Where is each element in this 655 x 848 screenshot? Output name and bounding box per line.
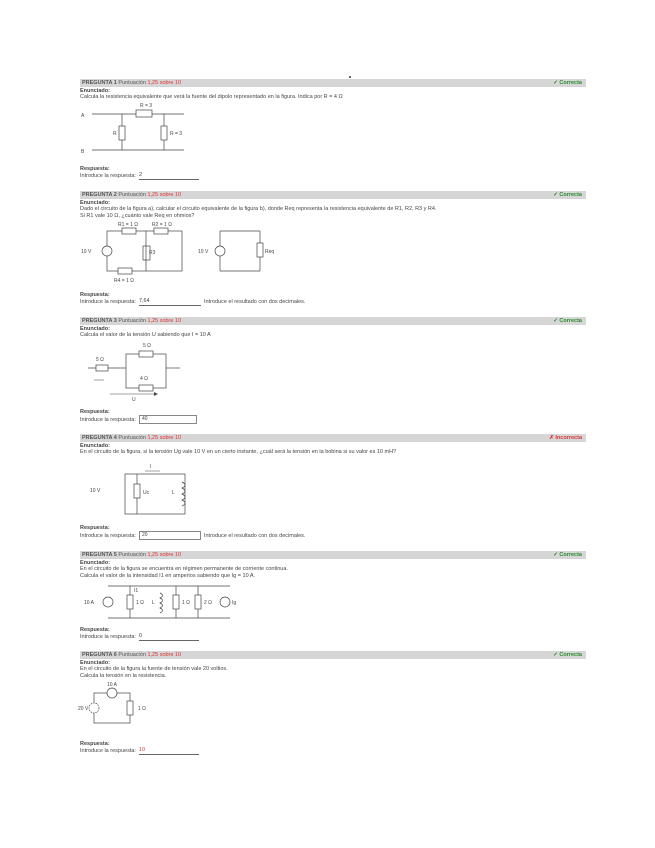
- answer-field[interactable]: 10: [139, 747, 199, 755]
- question-number: PREGUNTA 3: [82, 318, 117, 324]
- answer-row: [80, 172, 586, 180]
- score-value: 1,25: [147, 435, 159, 441]
- answer-prompt: Introduce la respuesta:: [80, 634, 136, 640]
- statement-label: Enunciado:: [80, 660, 110, 666]
- question-header: [80, 317, 586, 325]
- circuit-diagram-5: [80, 583, 240, 623]
- circuit-diagram-4: [80, 462, 200, 522]
- answer-block-5: [80, 626, 586, 641]
- label-r3: R3: [149, 250, 156, 256]
- answer-field[interactable]: 7,64: [139, 298, 201, 306]
- label-source: 10 V: [90, 488, 101, 494]
- question-6: [80, 651, 586, 680]
- score-value: 1,25: [147, 80, 159, 86]
- statement-text: En el circuito de la figura, si la tensión Ug vale 10 V en un cierto instante, ¿cuál será la tensión en la bobina si su valor es 10 mH?: [80, 449, 397, 455]
- label-top: R = 3: [140, 103, 153, 109]
- question-header: [80, 651, 586, 659]
- label-u: U: [132, 397, 136, 403]
- answer-prompt: Introduce la respuesta:: [80, 416, 136, 423]
- answer-block-1: [80, 165, 586, 180]
- label-r1: 1 Ω: [136, 600, 144, 606]
- label-ig: Ig: [232, 600, 237, 606]
- circuit-diagram-3: [80, 342, 190, 402]
- statement-text: En el circuito de la figura se encuentra en régimen permanente de corriente continua.: [80, 566, 288, 572]
- answer-field[interactable]: 40: [139, 415, 197, 424]
- status-badge: ✓ Correcta: [553, 552, 582, 558]
- statement-label: Enunciado:: [80, 443, 110, 449]
- label-mid: R: [113, 131, 117, 137]
- statement-label: Enunciado:: [80, 560, 110, 566]
- question-number: PREGUNTA 4: [82, 435, 117, 441]
- statement-label: Enunciado:: [80, 88, 110, 94]
- statement-label: Enunciado:: [80, 326, 110, 332]
- label-v: 20 V: [78, 706, 89, 712]
- page-mark: [349, 76, 351, 78]
- answer-row: [80, 531, 586, 540]
- answer-block-2: [80, 291, 586, 306]
- statement-text: En el circuito de la figura la fuente de tensión vale 20 voltios.: [80, 666, 228, 672]
- score-value: 1,25: [147, 552, 159, 558]
- terminal-a: A: [81, 113, 85, 119]
- answer-prompt: Introduce la respuesta:: [80, 532, 136, 539]
- question-2: [80, 191, 586, 220]
- answer-label: Respuesta:: [80, 166, 110, 172]
- circuit-diagram-1: [80, 100, 200, 160]
- answer-row: [80, 298, 586, 306]
- question-header: [80, 551, 586, 559]
- question-number: PREGUNTA 2: [82, 192, 117, 198]
- statement-text-2: Calcula el valor de la intensidad I1 en amperios sabiendo que Ig = 10 A.: [80, 573, 256, 579]
- label-top: 5 Ω: [143, 343, 151, 349]
- score-label: Puntuación: [118, 435, 146, 441]
- score-value: 1,25: [147, 652, 159, 658]
- question-number: PREGUNTA 6: [82, 652, 117, 658]
- answer-label: Respuesta:: [80, 741, 110, 747]
- label-source-b: 10 V: [198, 249, 209, 255]
- answer-block-4: [80, 524, 586, 540]
- statement-text: Calcula la resistencia equivalente que verá la fuente del dipolo representado en la figura. Indica por R = 4 Ω: [80, 94, 343, 100]
- label-i1: I1: [134, 588, 139, 594]
- status-badge: ✗ Incorrecta: [549, 435, 582, 441]
- status-badge: ✓ Correcta: [553, 318, 582, 324]
- label-r: 1 Ω: [138, 706, 146, 712]
- answer-row: [80, 633, 586, 641]
- answer-hint: Introduce el resultado con dos decimales.: [203, 299, 306, 305]
- answer-hint: Introduce el resultado con dos decimales.: [203, 532, 306, 539]
- label-source: 10 A: [107, 682, 118, 688]
- label-r2: R2 = 1 Ω: [152, 222, 172, 228]
- score-of: sobre 10: [159, 318, 182, 324]
- question-header: [80, 191, 586, 199]
- label-left: 5 Ω: [96, 357, 104, 363]
- score-of: sobre 10: [159, 652, 182, 658]
- question-number: PREGUNTA 1: [82, 80, 117, 86]
- score-label: Puntuación: [118, 318, 146, 324]
- statement-text-2: Si R1 vale 10 Ω, ¿cuánto vale Req en ohmios?: [80, 213, 195, 219]
- statement-text: Dado el circuito de la figura a), calcular el circuito equivalente de la figura b), donde Req representa la resistencia equivalente de R1, R2, R3 y R4.: [80, 206, 437, 212]
- answer-field[interactable]: 20: [139, 531, 201, 540]
- question-header: [80, 434, 586, 442]
- score-label: Puntuación: [118, 652, 146, 658]
- label-source: 10 A: [84, 600, 95, 606]
- statement-text-2: Calcula la tensión en la resistencia.: [80, 673, 167, 679]
- question-3: [80, 317, 586, 339]
- label-right: R = 3: [170, 131, 183, 137]
- answer-label: Respuesta:: [80, 292, 110, 298]
- label-l: L: [172, 490, 175, 496]
- answer-block-6: [80, 740, 586, 755]
- score-value: 1,25: [147, 318, 159, 324]
- answer-label: Respuesta:: [80, 627, 110, 633]
- terminal-b: B: [81, 149, 85, 155]
- answer-prompt: Introduce la respuesta:: [80, 173, 136, 179]
- label-source: 10 V: [81, 249, 92, 255]
- answer-block-3: [80, 408, 586, 424]
- circuit-diagram-6: [80, 683, 160, 733]
- question-header: [80, 79, 586, 87]
- score-value: 1,25: [147, 192, 159, 198]
- label-r1: R1 = 1 Ω: [118, 222, 138, 228]
- question-4: [80, 434, 586, 456]
- label-r2: 1 Ω: [182, 600, 190, 606]
- score-of: sobre 10: [159, 80, 182, 86]
- answer-prompt: Introduce la respuesta:: [80, 748, 136, 754]
- answer-row: [80, 415, 586, 424]
- label-r3: 2 Ω: [204, 600, 212, 606]
- answer-prompt: Introduce la respuesta:: [80, 299, 136, 305]
- label-i: I: [150, 464, 152, 470]
- label-r4: R4 = 1 Ω: [114, 278, 134, 284]
- score-of: sobre 10: [159, 552, 182, 558]
- circuit-diagram-2: [80, 222, 300, 290]
- answer-field[interactable]: 0: [139, 633, 199, 641]
- score-of: sobre 10: [159, 435, 182, 441]
- status-badge: ✓ Correcta: [553, 192, 582, 198]
- answer-row: [80, 747, 586, 755]
- score-label: Puntuación: [118, 552, 146, 558]
- label-req: Req: [265, 249, 275, 255]
- question-1: [80, 79, 586, 101]
- score-label: Puntuación: [118, 192, 146, 198]
- question-number: PREGUNTA 5: [82, 552, 117, 558]
- answer-label: Respuesta:: [80, 409, 110, 415]
- answer-label: Respuesta:: [80, 525, 110, 531]
- score-of: sobre 10: [159, 192, 182, 198]
- status-badge: ✓ Correcta: [553, 652, 582, 658]
- label-l: L: [152, 600, 155, 606]
- statement-label: Enunciado:: [80, 200, 110, 206]
- answer-field[interactable]: 2: [139, 172, 199, 180]
- score-label: Puntuación: [118, 80, 146, 86]
- label-mid: 4 Ω: [140, 376, 148, 382]
- statement-text: Calcula el valor de la tensión U sabiendo que I = 10 A: [80, 332, 211, 338]
- question-5: [80, 551, 586, 580]
- status-badge: ✓ Correcta: [553, 80, 582, 86]
- label-uc: Uc: [143, 490, 150, 496]
